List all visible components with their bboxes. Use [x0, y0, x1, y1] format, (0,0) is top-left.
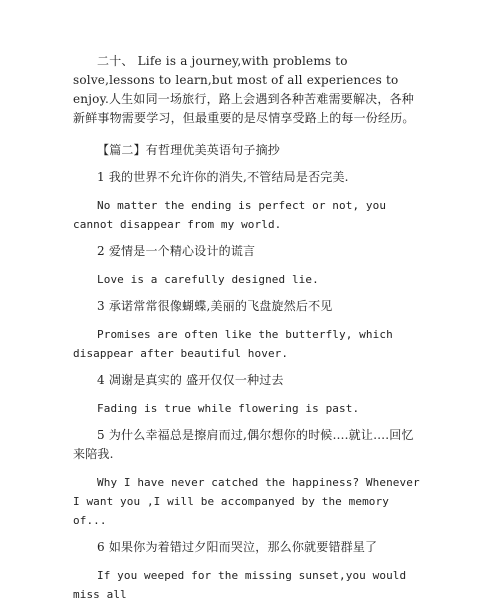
item-4-chinese: 4 凋谢是真实的 盛开仅仅一种过去 — [97, 373, 284, 387]
section-heading: 【篇二】有哲理优美英语句子摘抄 — [97, 143, 281, 157]
item-6-english: If you weeped for the missing sunset,you would miss all — [73, 569, 407, 601]
item-3-english: Promises are often like the butterfly, which disappear after beautiful hover. — [73, 328, 393, 360]
item-6-chinese: 6 如果你为着错过夕阳而哭泣，那么你就要错群星了 — [97, 540, 378, 554]
intro-paragraph: 二十、 Life is a journey,with problems to solve,lessons to learn,but most of all experiences to enjoy.人生如同一场旅行，路上会遇到各种苦难需要解决，各种新鲜事物需要学习，但最重要的是尽情享受路上的每一份经历。 — [73, 54, 415, 125]
item-3-chinese: 3 承诺常常很像蝴蝶,美丽的飞盘旋然后不见 — [97, 299, 333, 313]
item-5-english: Why I have never catched the happiness? Whenever I want you ,I will be accompanyed by the memory of... — [73, 476, 420, 527]
document-body — [73, 52, 425, 604]
item-2-english: Love is a carefully designed lie. — [97, 273, 319, 286]
item-2-chinese: 2 爱情是一个精心设计的谎言 — [97, 244, 256, 258]
item-1-chinese: 1 我的世界不允许你的消失,不管结局是否完美. — [97, 170, 349, 184]
item-4-english: Fading is true while flowering is past. — [97, 402, 360, 415]
item-5-chinese: 5 为什么幸福总是擦肩而过,偶尔想你的时候….就让….回忆来陪我. — [73, 428, 414, 461]
item-1-english: No matter the ending is perfect or not, you cannot disappear from my world. — [73, 199, 387, 231]
